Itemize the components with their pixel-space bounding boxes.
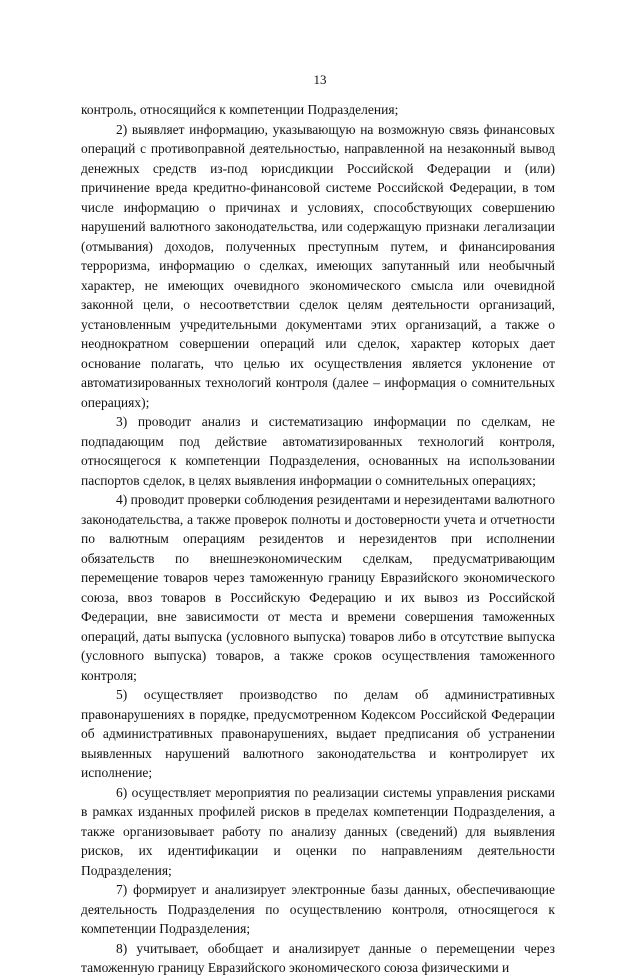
paragraph-item-4: 4) проводит проверки соблюдения резидентами и нерезидентами валютного законодательства, а также проверок полноты и достоверности учета и отчетности по валютным операциям резидентов и нерезидентов при исполнении обязательств по внешнеэкономическим сделкам, предусматривающим перемещение товаров через таможенную границу Евразийского экономического союза, ввоз товаров в Российскую Федерацию и их вывоз из Российской Федерации, вне зависимости от места и времени совершения таможенных операций, даты выпуска (условного выпуска) товаров либо в отсутствие выпуска (условного выпуска) товаров, а также сроков осуществления таможенного контроля; (81, 492, 555, 683)
paragraph-item-6: 6) осуществляет мероприятия по реализации системы управления рисками в рамках изданных профилей рисков в пределах компетенции Подразделения, а также организовывает работу по анализу данных (сведений) для выявления рисков, их идентификации и оценки по направлениям деятельности Подразделения; (81, 784, 555, 878)
paragraph-item-8: 8) учитывает, обобщает и анализирует данные о перемещении через таможенную границу Евразийского экономического союза физическими и (81, 940, 555, 975)
page-number: 13 (313, 72, 327, 87)
paragraph-item-3: 3) проводит анализ и систематизацию информации по сделкам, не подпадающим под действие автоматизированных технологий контроля, относящегося к компетенции Подразделения, основанных на использовании паспортов сделок, в целях выявления информации о сомнительных операциях; (81, 414, 555, 488)
paragraph-item-5: 5) осуществляет производство по делам об административных правонарушениях в порядке, предусмотренном Кодексом Российской Федерации об административных правонарушениях, выдает предписания об устранении выявленных нарушений валютного законодательства и контролирует их исполнение; (81, 687, 555, 780)
paragraph-item-2: 2) выявляет информацию, указывающую на возможную связь финансовых операций с противоправной деятельностью, направленной на незаконный вывод денежных средств из-под юрисдикции Российской Федерации и (или) причинение вреда кредитно-финансовой системе Российской Федерации, в том числе информацию о причинах и условиях, способствующих совершению нарушений валютного законодательства, или содержащую признаки легализации (отмывания) доходов, полученных преступным путем, и финансирования терроризма, информацию о сделках, имеющих запутанный или необычный характер, не имеющих очевидного экономического смысла или очевидной законной цели, о несоответствии сделок целям деятельности организаций, установленным учредительными документами этих организаций, а также о неоднократном совершении операций или сделок, характер которых дает основание полагать, что целью их осуществления является уклонение от автоматизированных технологий контроля (далее – информация о сомнительных операциях); (81, 121, 555, 410)
paragraph-continuation: контроль, относящийся к компетенции Подразделения; (81, 102, 399, 117)
document-body (81, 100, 555, 978)
paragraph-item-7: 7) формирует и анализирует электронные базы данных, обеспечивающие деятельность Подразделения по осуществлению контроля, относящегося к компетенции Подразделения; (81, 882, 555, 936)
